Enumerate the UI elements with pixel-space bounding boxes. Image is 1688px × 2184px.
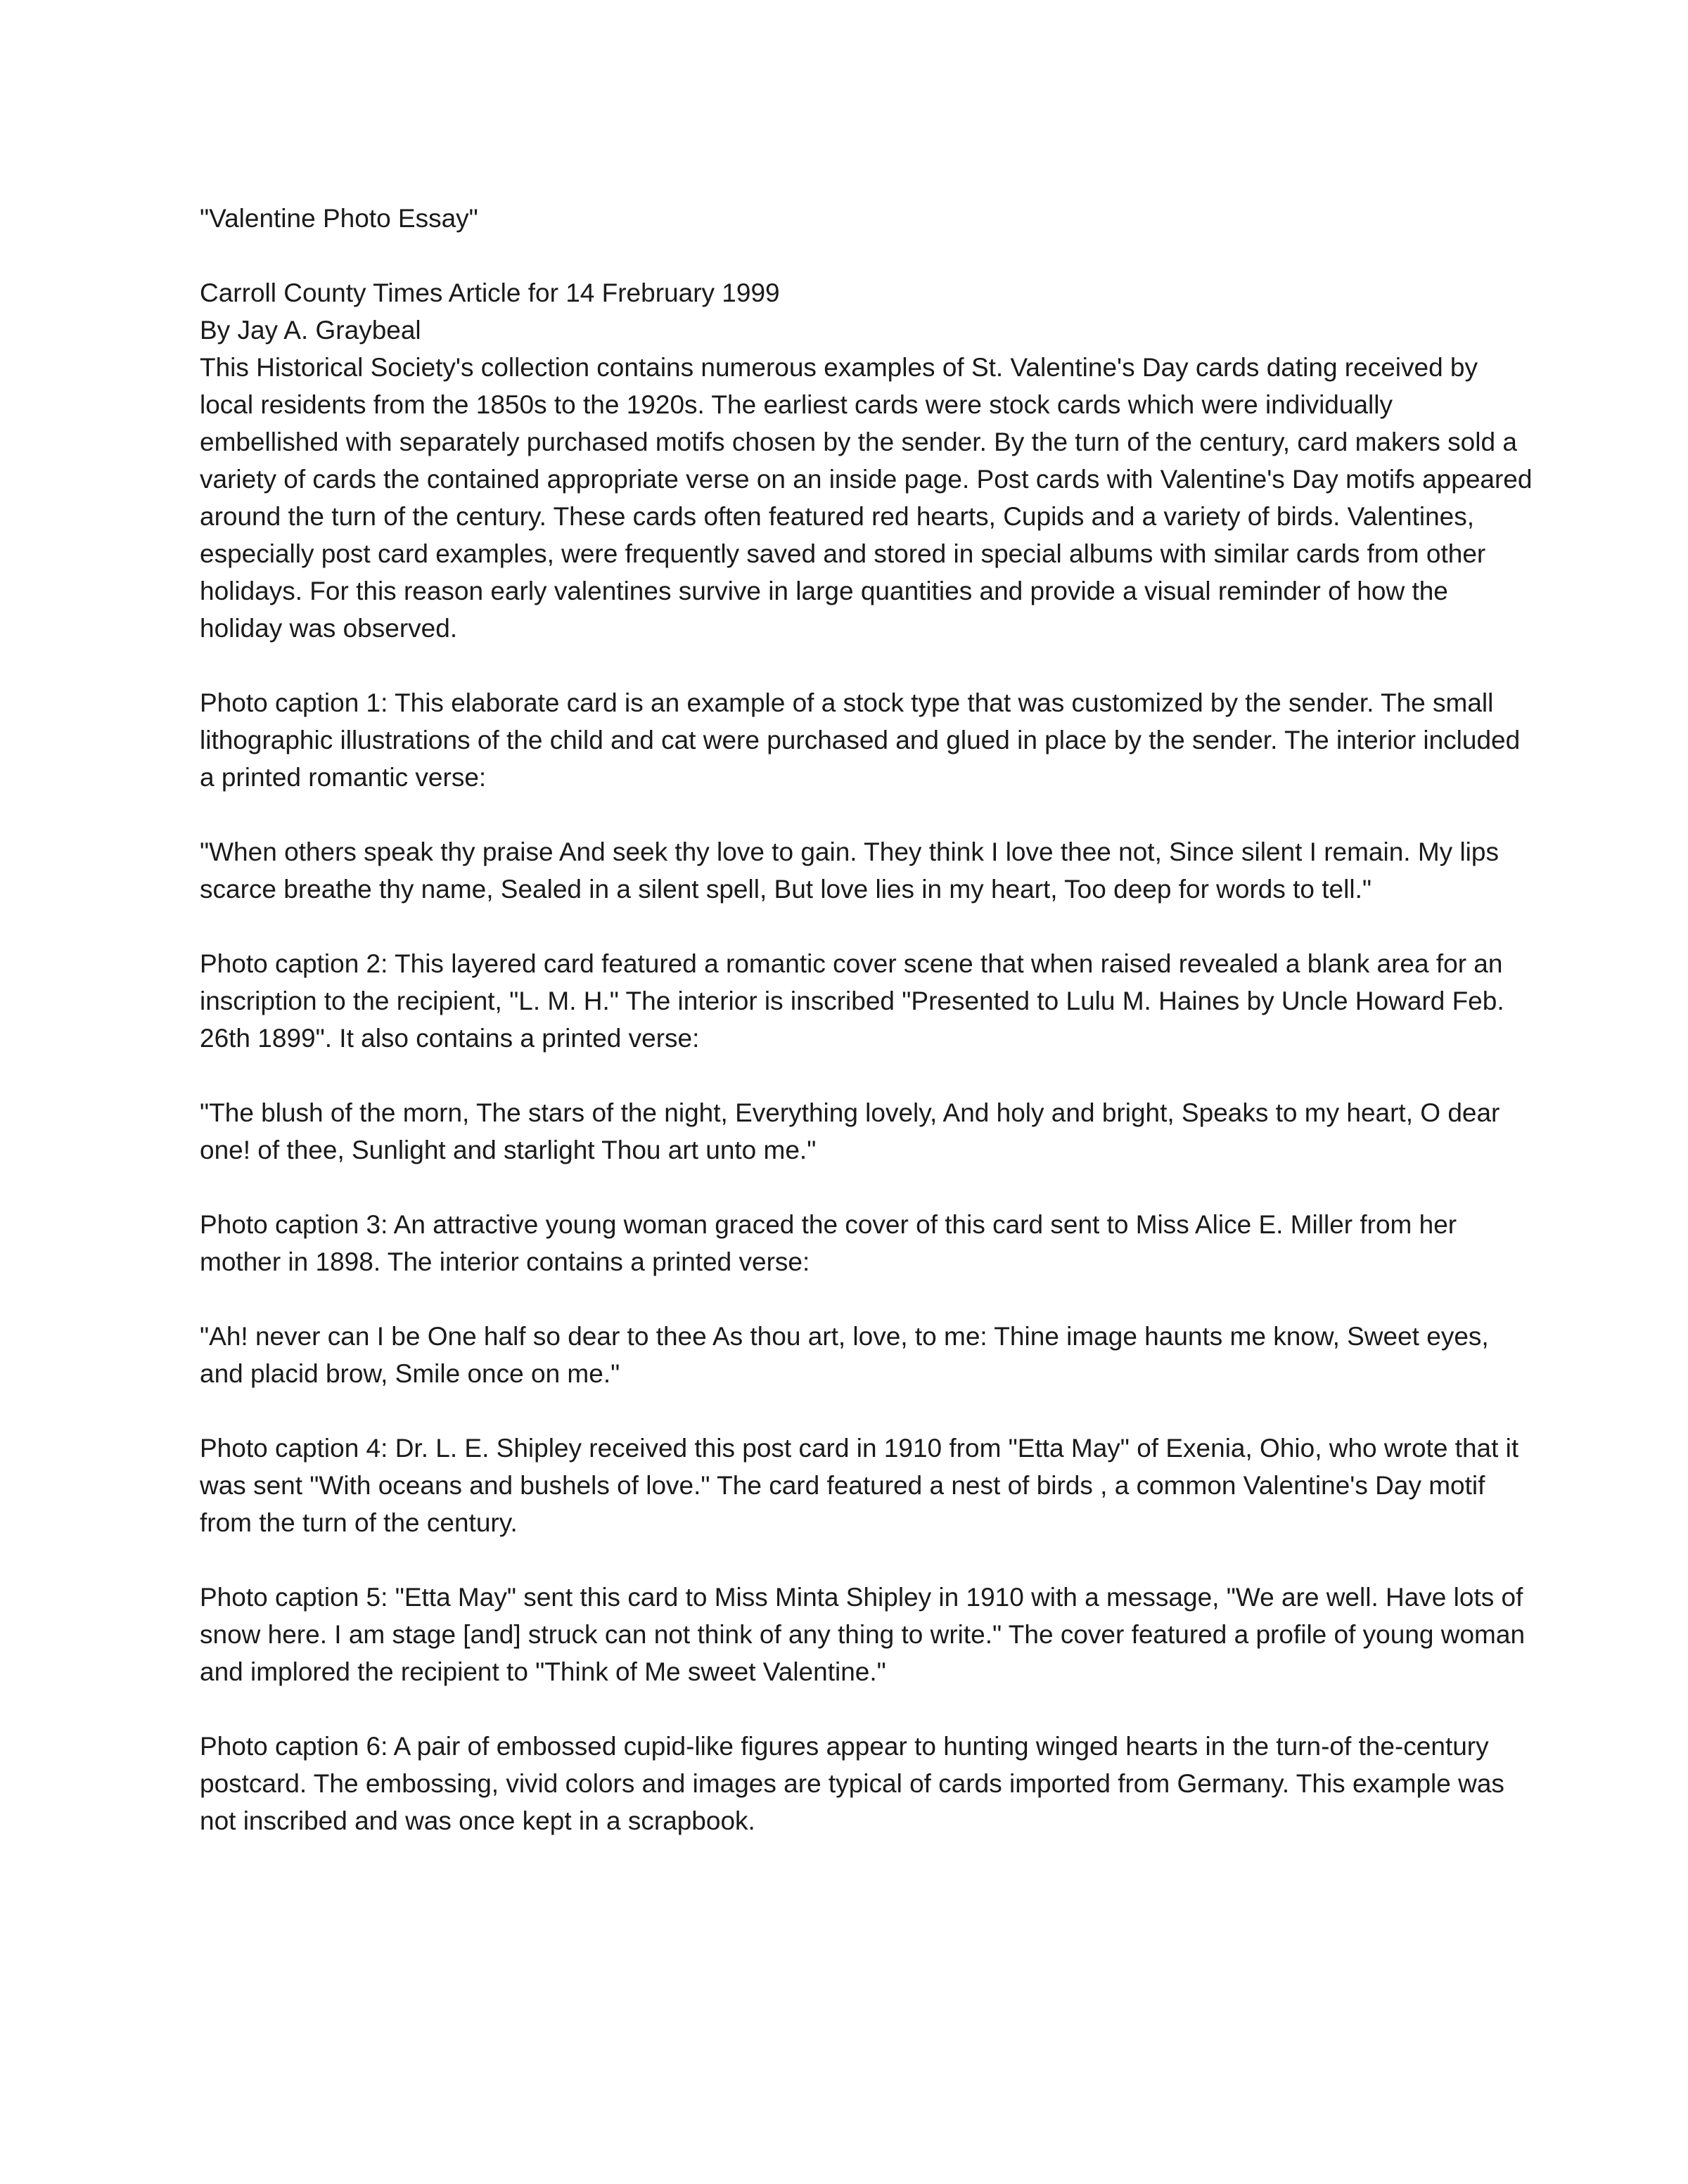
spacer bbox=[200, 1280, 1536, 1318]
spacer bbox=[200, 1392, 1536, 1430]
spacer bbox=[200, 1541, 1536, 1579]
spacer bbox=[200, 1057, 1536, 1094]
photo-caption-5: Photo caption 5: "Etta May" sent this card to Miss Minta Shipley in 1910 with a message, "We are well. Have lots of snow here. I am stage [and] struck can not think of any thing to write." The cover featured a profile of young woman and implored the recipient to "Think of Me sweet Valentine." bbox=[200, 1583, 1526, 1686]
photo-caption-4: Photo caption 4: Dr. L. E. Shipley received this post card in 1910 from "Etta May" of Exenia, Ohio, who wrote that it was sent "With oceans and bushels of love." The card featured a nest of birds , a common Valentine's Day motif from the turn of the century. bbox=[200, 1434, 1519, 1537]
intro-paragraph: This Historical Society's collection contains numerous examples of St. Valentine's Day cards dating received by local residents from the 1850s to the 1920s. The earliest cards were stock cards which were individually embellished with separately purchased motifs chosen by the sender. By the turn of the century, card makers sold a variety of cards the contained appropriate verse on an inside page. Post cards with Valentine's Day motifs appeared around the turn of the century. These cards often featured red hearts, Cupids and a variety of birds. Valentines, especially post card examples, were frequently saved and stored in special albums with similar cards from other holidays. For this reason early valentines survive in large quantities and provide a visual reminder of how the holiday was observed. bbox=[200, 353, 1533, 643]
article-line: Carroll County Times Article for 14 Frebruary 1999 bbox=[200, 278, 780, 307]
spacer bbox=[200, 237, 1536, 274]
spacer bbox=[200, 647, 1536, 684]
photo-caption-2: Photo caption 2: This layered card featured a romantic cover scene that when raised revealed a blank area for an inscription to the recipient, "L. M. H." The interior is inscribed "Presented to Lulu M. Haines by Uncle Howard Feb. 26th 1899". It also contains a printed verse: bbox=[200, 949, 1504, 1053]
photo-caption-3: Photo caption 3: An attractive young woman graced the cover of this card sent to Miss Alice E. Miller from her mother in 1898. The interior contains a printed verse: bbox=[200, 1210, 1457, 1276]
photo-caption-6: Photo caption 6: A pair of embossed cupid-like figures appear to hunting winged hearts in the turn-of the-century postcard. The embossing, vivid colors and images are typical of cards imported from Germany. This example was not inscribed and was once kept in a scrapbook. bbox=[200, 1732, 1504, 1835]
spacer bbox=[200, 908, 1536, 945]
verse-2: "The blush of the morn, The stars of the night, Everything lovely, And holy and bright, Speaks to my heart, O dear one! of thee, Sunlight and starlight Thou art unto me." bbox=[200, 1098, 1500, 1164]
photo-caption-1: Photo caption 1: This elaborate card is an example of a stock type that was customized by the sender. The small lithographic illustrations of the child and cat were purchased and glued in place by the sender. The interior included a printed romantic verse: bbox=[200, 688, 1521, 792]
verse-3: "Ah! never can I be One half so dear to thee As thou art, love, to me: Thine image haunts me know, Sweet eyes, and placid brow, Smile once on me." bbox=[200, 1322, 1489, 1388]
byline: By Jay A. Graybeal bbox=[200, 316, 421, 345]
verse-1: "When others speak thy praise And seek thy love to gain. They think I love thee not, Since silent I remain. My lips scarce breathe thy name, Sealed in a silent spell, But love lies in my heart, Too deep for words to tell." bbox=[200, 837, 1499, 904]
spacer bbox=[200, 796, 1536, 833]
spacer bbox=[200, 1169, 1536, 1206]
spacer bbox=[200, 1690, 1536, 1728]
document-page bbox=[200, 200, 1536, 1839]
document-title: "Valentine Photo Essay" bbox=[200, 204, 478, 233]
